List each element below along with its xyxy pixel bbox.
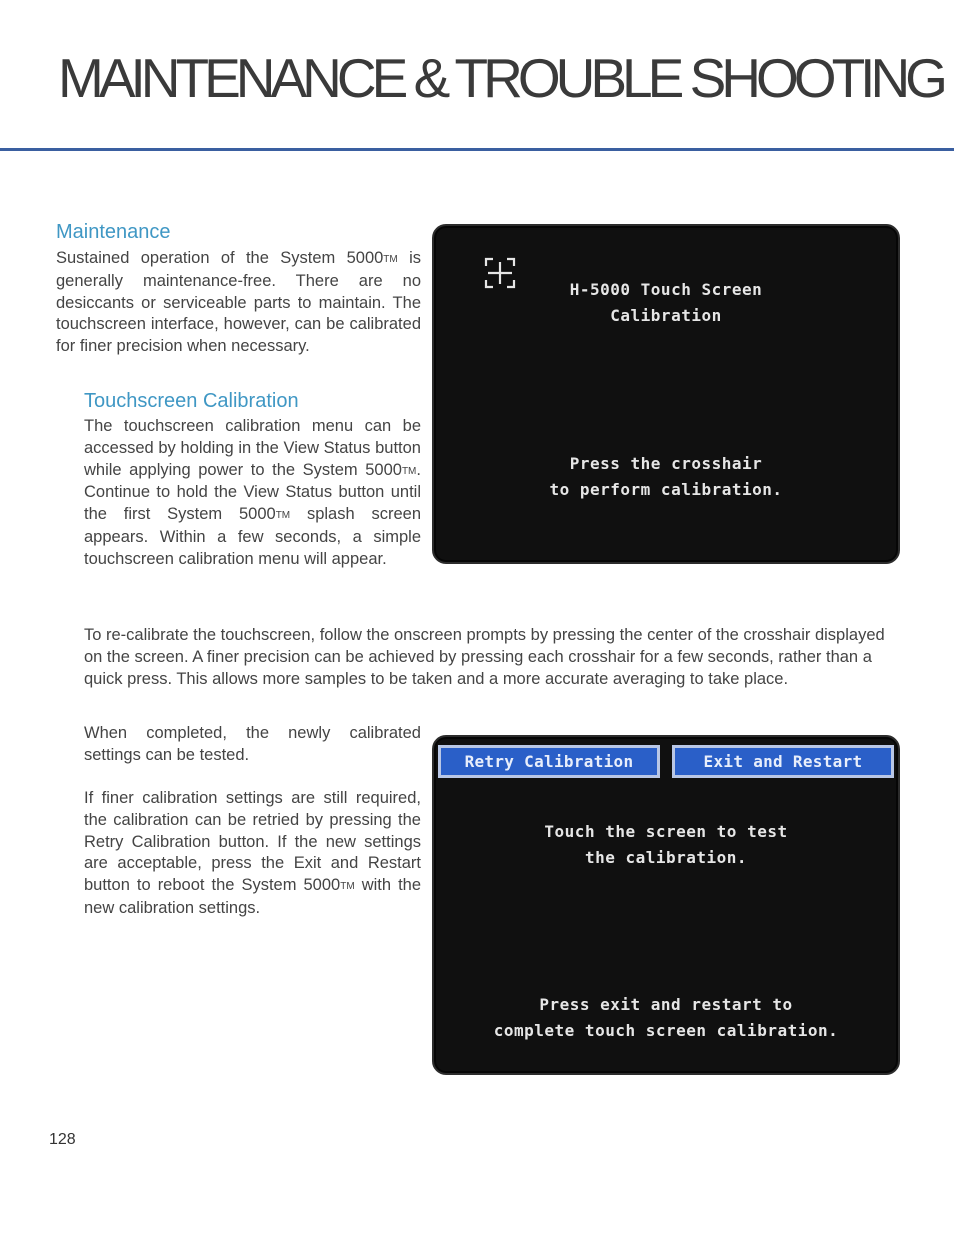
screen-test-message (434, 819, 898, 871)
calibration-text-2: . Continue to hold the View Status button until the first System 5000 (84, 460, 421, 524)
screen-prompt (434, 451, 898, 503)
screen-prompt-line2: to perform calibration. (549, 480, 783, 499)
screen-title (434, 277, 898, 329)
trademark-mark: TM (340, 881, 355, 893)
calibration-text-1: The touchscreen calibration menu can be accessed by holding in the View Status button while applying power to the System 5000 (84, 417, 421, 479)
retry-text-2: with the new calibration settings. (84, 876, 422, 917)
maintenance-paragraph (56, 248, 421, 358)
test-calibration-screen-image (432, 735, 900, 1075)
calibration-paragraph (84, 416, 421, 571)
trademark-mark: TM (275, 510, 291, 522)
retry-paragraph (84, 788, 421, 920)
retry-calibration-button[interactable]: Retry Calibration (438, 745, 660, 778)
trademark-mark: TM (383, 254, 398, 265)
maintenance-heading: Maintenance (56, 221, 171, 243)
screen-test-line1: Touch the screen to test (544, 822, 788, 841)
screen-exit-line1: Press exit and restart to (539, 995, 793, 1014)
maintenance-text-1: Sustained operation of the System 5000 (56, 249, 384, 267)
screen-title-line1: H-5000 Touch Screen (569, 280, 763, 299)
recalibrate-paragraph: To re-calibrate the touchscreen, follow the onscreen prompts by pressing the center of the crosshair displayed on the screen. A finer precision can be achieved by pressing each crosshair for a few seconds, rather than a quick press. This allows more samples to be taken and a more accurate averaging to take place. (84, 626, 885, 688)
calibration-screen-image (432, 224, 900, 564)
screen-prompt-line1: Press the crosshair (569, 454, 763, 473)
page-title: MAINTENANCE & TROUBLE SHOOTING (58, 47, 943, 109)
calibration-heading: Touchscreen Calibration (84, 390, 299, 412)
exit-and-restart-button[interactable]: Exit and Restart (672, 745, 894, 778)
maintenance-text-2: is generally maintenance-free. There are no desiccants or serviceable parts to maintain. The touchscreen interface, however, can be calibrated for finer precision when necessary. (56, 249, 422, 356)
trademark-mark: TM (401, 465, 417, 477)
screen-exit-line2: complete touch screen calibration. (493, 1021, 839, 1040)
screen-exit-message (434, 992, 898, 1044)
page-number: 128 (49, 1131, 76, 1148)
screen-title-line2: Calibration (610, 306, 722, 325)
retry-text-1: If finer calibration settings are still required, the calibration can be retried by pressing the Retry Calibration button. If the new settings are acceptable, press the Exit and Restart button to reboot the System 5000 (84, 789, 421, 895)
title-divider (0, 148, 954, 151)
calibration-text-3: splash screen appears. Within a few seconds, a simple touchscreen calibration menu will appear. (84, 505, 421, 568)
screen-test-line2: the calibration. (584, 848, 748, 867)
completed-paragraph: When completed, the newly calibrated settings can be tested. (84, 724, 421, 764)
